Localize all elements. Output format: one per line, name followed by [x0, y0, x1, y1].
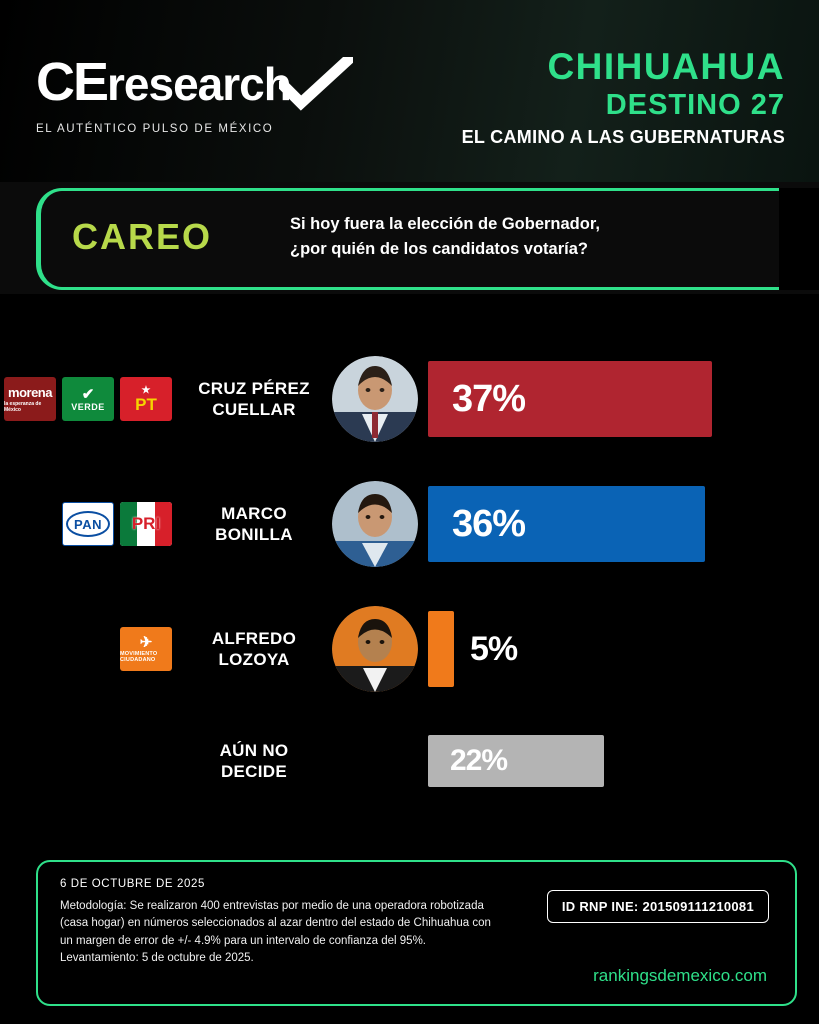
result-row — [0, 356, 819, 442]
party-logo-morena-label: morena — [8, 385, 52, 400]
party-logo-pt-label: PT — [135, 394, 157, 414]
star-icon: ★ — [141, 384, 151, 396]
party-logo-pri-label: PRI — [131, 514, 161, 533]
party-logo-verde — [62, 377, 114, 421]
candidate-name-line1: ALFREDO — [211, 628, 297, 648]
header-title-block — [462, 48, 785, 148]
party-logo-morena-sublabel: la esperanza de México — [4, 401, 42, 413]
header-state: CHIHUAHUA — [547, 46, 785, 87]
candidate-name-line1: CRUZ PÉREZ — [198, 378, 310, 398]
question-band — [0, 182, 819, 294]
website-link[interactable]: rankingsdemexico.com — [593, 966, 767, 985]
result-bar — [428, 486, 705, 562]
party-logo-mc — [120, 627, 172, 671]
candidate-avatar — [332, 481, 418, 567]
avatar-photo — [332, 606, 418, 692]
header-series: DESTINO 27 — [605, 88, 785, 121]
brand-tagline: EL AUTÉNTICO PULSO DE MÉXICO — [36, 123, 274, 135]
party-logo-verde-label: VERDE — [71, 401, 105, 412]
avatar-photo — [332, 481, 418, 567]
result-value: 5% — [470, 629, 518, 668]
party-logo-morena — [4, 377, 56, 421]
candidate-name-line2: BONILLA — [215, 525, 293, 544]
footer-methodology: Metodología: Se realizaron 400 entrevistas por medio de una operadora robotizada (casa hogar) en números seleccionados al azar dentro del estado de Chihuahua con un margen de error de +/- 4.9% para un intervalo de confianza del 95%. — [60, 900, 491, 947]
rnp-id-badge: ID RNP INE: 201509111210081 — [547, 890, 769, 923]
page-header — [0, 0, 819, 182]
logo-research: research — [107, 58, 291, 110]
result-bar — [428, 611, 454, 687]
undecided-label-line1: AÚN NO — [219, 740, 289, 760]
candidate-name — [180, 378, 328, 421]
bar-area — [428, 356, 819, 442]
result-value: 37% — [452, 377, 526, 420]
band-label: CAREO — [72, 216, 213, 257]
results-chart — [0, 294, 819, 791]
undecided-label-line2: DECIDE — [220, 762, 288, 781]
toucan-icon: ✔ — [81, 385, 95, 403]
avatar-photo — [332, 356, 418, 442]
footer-panel — [36, 860, 797, 1006]
result-value: 22% — [450, 744, 508, 777]
party-logo-pan — [62, 502, 114, 546]
logo-ce: CE — [36, 52, 108, 112]
eagle-icon: ✈ — [139, 634, 153, 651]
result-bar — [428, 361, 712, 437]
footer-levantamiento: Levantamiento: 5 de octubre de 2025. — [60, 951, 254, 964]
party-logos — [0, 502, 180, 546]
brand-logo — [36, 52, 326, 135]
bar-area — [428, 731, 819, 791]
result-value: 36% — [452, 502, 526, 545]
poll-question-line2: ¿por quién de los candidatos votaría? — [290, 239, 588, 258]
undecided-label — [180, 740, 328, 783]
result-row — [0, 481, 819, 567]
result-row — [0, 606, 819, 692]
bar-area — [428, 606, 819, 692]
candidate-name — [180, 503, 328, 546]
candidate-name-line1: MARCO — [221, 503, 287, 523]
result-bar — [428, 735, 604, 787]
candidate-name — [180, 628, 328, 671]
party-logos — [0, 377, 180, 421]
avatar-placeholder — [332, 718, 418, 804]
party-logo-pri — [120, 502, 172, 546]
candidate-avatar — [332, 356, 418, 442]
bar-area — [428, 481, 819, 567]
party-logos — [0, 627, 180, 671]
header-subtitle: EL CAMINO A LAS GUBERNATURAS — [461, 127, 785, 148]
checkmark-icon — [279, 57, 353, 111]
poll-question-line1: Si hoy fuera la elección de Gobernador, — [290, 215, 600, 233]
poll-question — [290, 212, 600, 262]
party-logo-pt — [120, 377, 172, 421]
result-row-undecided — [0, 731, 819, 791]
footer-date: 6 DE OCTUBRE DE 2025 — [60, 878, 205, 890]
candidate-name-line2: LOZOYA — [218, 650, 290, 669]
party-logo-mc-label: MOVIMIENTO CIUDADANO — [120, 651, 158, 663]
party-logo-pan-label: PAN — [66, 511, 110, 537]
candidate-avatar — [332, 606, 418, 692]
candidate-name-line2: CUELLAR — [212, 400, 296, 419]
